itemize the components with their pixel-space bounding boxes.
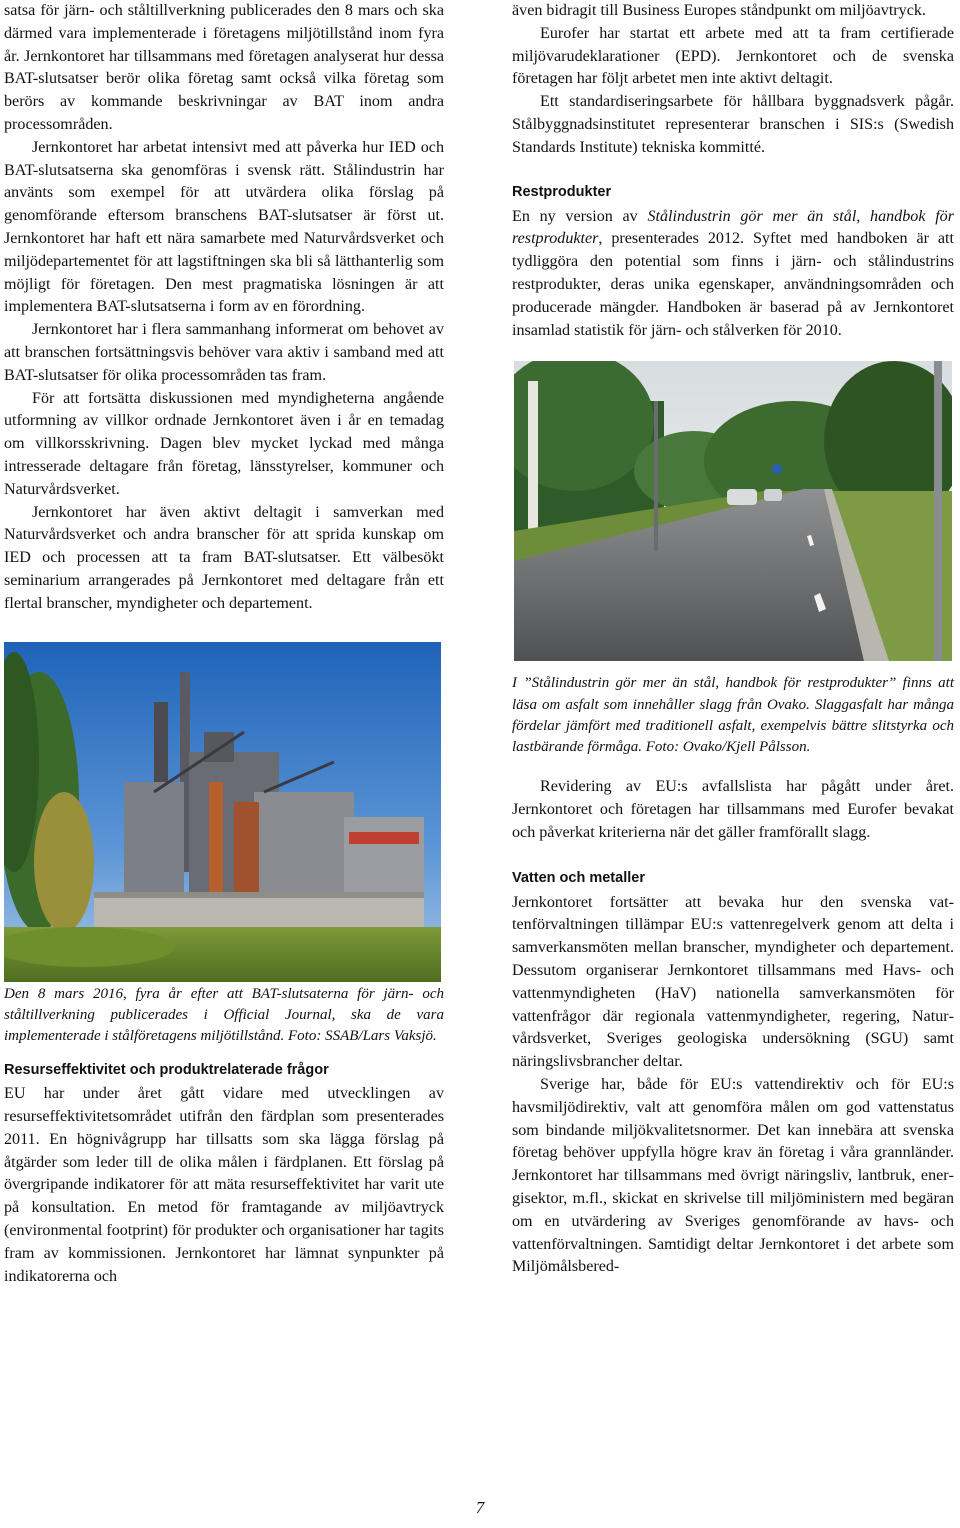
section-heading: Vatten och metaller (512, 869, 645, 886)
left-column (4, 0, 444, 1288)
right-column (512, 0, 954, 1279)
paragraph: Eurofer har startat ett arbete med att ta fram certifierade miljövarudeklarationer (EPD). Jernkontoret och de svenska företagen har följt arbetet men inte aktivt deltagit. (512, 24, 954, 88)
book-title: Stålindustrin gör mer än stål, handbok för restprodukter (512, 207, 954, 248)
paragraph: satsa för järn- och ståltillverkning publicerades den 8 mars och ska därmed vara implementerade i företagens miljötillstånd inom fyra år. Jernkontoret har tillsammans med företagen analyserat hur dessa BAT-slutsatser berör olika företag samt också vilka företag som berörs av kommande beskrivningar av BAT inom andra processområden. (4, 2, 444, 133)
paragraph: Jernkontoret har även aktivt deltagit i samverkan med Naturvårdsverket och andra branscher för att sprida kunskap om IED och processen att ta fram BAT-slutsatser. Ett välbesökt seminarium arrangerades på Jernkontoret med deltagare från ett flertal branscher, myndigheter och departement. (4, 503, 444, 612)
photo-caption: I ”Stålindustrin gör mer än stål, handbok för restprodukter” finns att läsa om asfalt som innehåller slagg från Ovako. Slaggasfalt har många fördelar jämfört med traditionell asfalt, exempelvis bättre slitstyrka och lastbärande förmåga. Foto: Ovako/Kjell Pålsson. (512, 675, 954, 755)
paragraph (512, 206, 954, 343)
section-heading: Restprodukter (512, 183, 612, 200)
paragraph: Jernkontoret har i flera sammanhang informerat om behovet av att branschen fortsättningsvis behöver vara aktiv i samband med att BAT-slutsatser för olika processområden tas fram. (4, 321, 444, 384)
road-photo (514, 361, 954, 661)
paragraph: EU har under året gått vidare med utvecklingen av resurseffektivitetsområdet utifrån den färdplan som presenterades 2011. En högnivågrupp har tillsatts som ska lägga förslag på åtgärder som leder till de olika målen i färdplanen. Ett förslag på övergripande indikatorer för att mäta resurseffektivitet har varit ute på konsultation. En metod för framtagande av miljöavtryck (environmental footprint) för produkter och organisationer har tagits fram av kommissionen. Jernkontoret har lämnat synpunkter på indikatorerna och (4, 1085, 444, 1285)
paragraph: Ett standardiseringsarbete för hållbara byggnadsverk pågår. Stålbyggnadsinstitutet representerar branschen i SIS:s (Swedish Standards Institute) tekniska kommitté. (512, 93, 954, 156)
paragraph: Revidering av EU:s avfallslista har pågått under året. Jernkontoret och företagen har tillsammans med Eurofer bevakat och påverkat kriterierna när det gäller framförallt slagg. (512, 778, 954, 841)
paragraph: För att fortsätta diskussionen med myndigheterna angående utformning av villkor ordnade Jernkontoret även i år en temadag om villkorsskrivning. Dagen blev mycket lyckad med många intresserade deltagare från företag, länsstyrelser, kommuner och Naturvårdsverket. (4, 389, 444, 498)
paragraph: även bidragit till Business Europes ståndpunkt om miljöavtryck. (512, 2, 926, 19)
steelworks-photo (4, 642, 444, 982)
paragraph: Sverige har, både för EU:s vattendirektiv och för EU:s havsmiljödirektiv, valt att genomföra målen om god vattenstatus som bindande miljökvalitetsnormer. Det kan innebära att svenska företag behöver uppfylla högre krav än företag i våra grannländer. Jernkontoret har tillsammans med övrigt näringsliv, lantbruk, energisektor, m.fl., skickat en skrivelse till miljöministern med begäran om en utvärdering av Sveriges genomförande av havs- och vattenförvaltningen. Samtidigt deltar Jernkontoret i det arbete som Miljömålsbered- (512, 1075, 954, 1276)
section-heading: Resurseffektivitet och produktrelaterade frågor (4, 1062, 329, 1079)
paragraph: Jernkontoret fortsätter att bevaka hur den svenska vattenförvaltningen tillämpar EU:s vattenregelverk genom att delta i samverkansmöten mellan branscher, myndigheter och departement. Dessutom organiserar Jernkontoret tillsammans med Havs- och vattenmyndigheten (HaV) nationella samverkansmöten för vattenfrågor där regionala vattenmyndigheter, regering, Naturvårdsverket, Sveriges geologiska undersökning (SGU) samt näringslivsbrancher deltar. (512, 893, 954, 1071)
paragraph: Jernkontoret har arbetat intensivt med att påverka hur IED och BAT-slutsatserna ska genomföras i svensk rätt. Stålindustrin har använts som exempel för att utvärdera olika förslag på genomförande eftersom branschens BAT-slutsatser är först ut. Jernkontoret har haft ett nära samarbete med Naturvårdsverket och miljödepartementet för att lagstiftningen ska bli så lätthanterlig som möjligt för företagen. Den mest pragmatiska lösningen är att implementera BAT-slutsatserna i form av en förordning. (4, 138, 444, 316)
page-number: 7 (475, 1498, 485, 1517)
text-span: , presenterades 2012. Syftet med handboken är att tydliggöra den potential som finns i järn- och stålindustrins restprodukter, deras unika egenskaper, användningsområden och producerade mängder. Handboken är baserad på av Jernkontoret insamlad statistik för järn- och stålverken för 2010. (512, 230, 954, 339)
photo-caption: Den 8 mars 2016, fyra år efter att BAT-slutsaterna för järn- och ståltillverkning publicerades i Official Journal, ska de vara implementerade i stålföretagens miljötillstånd. Foto: SSAB/Lars Vaksjö. (4, 985, 444, 1044)
text-span: En ny version av (512, 207, 648, 225)
